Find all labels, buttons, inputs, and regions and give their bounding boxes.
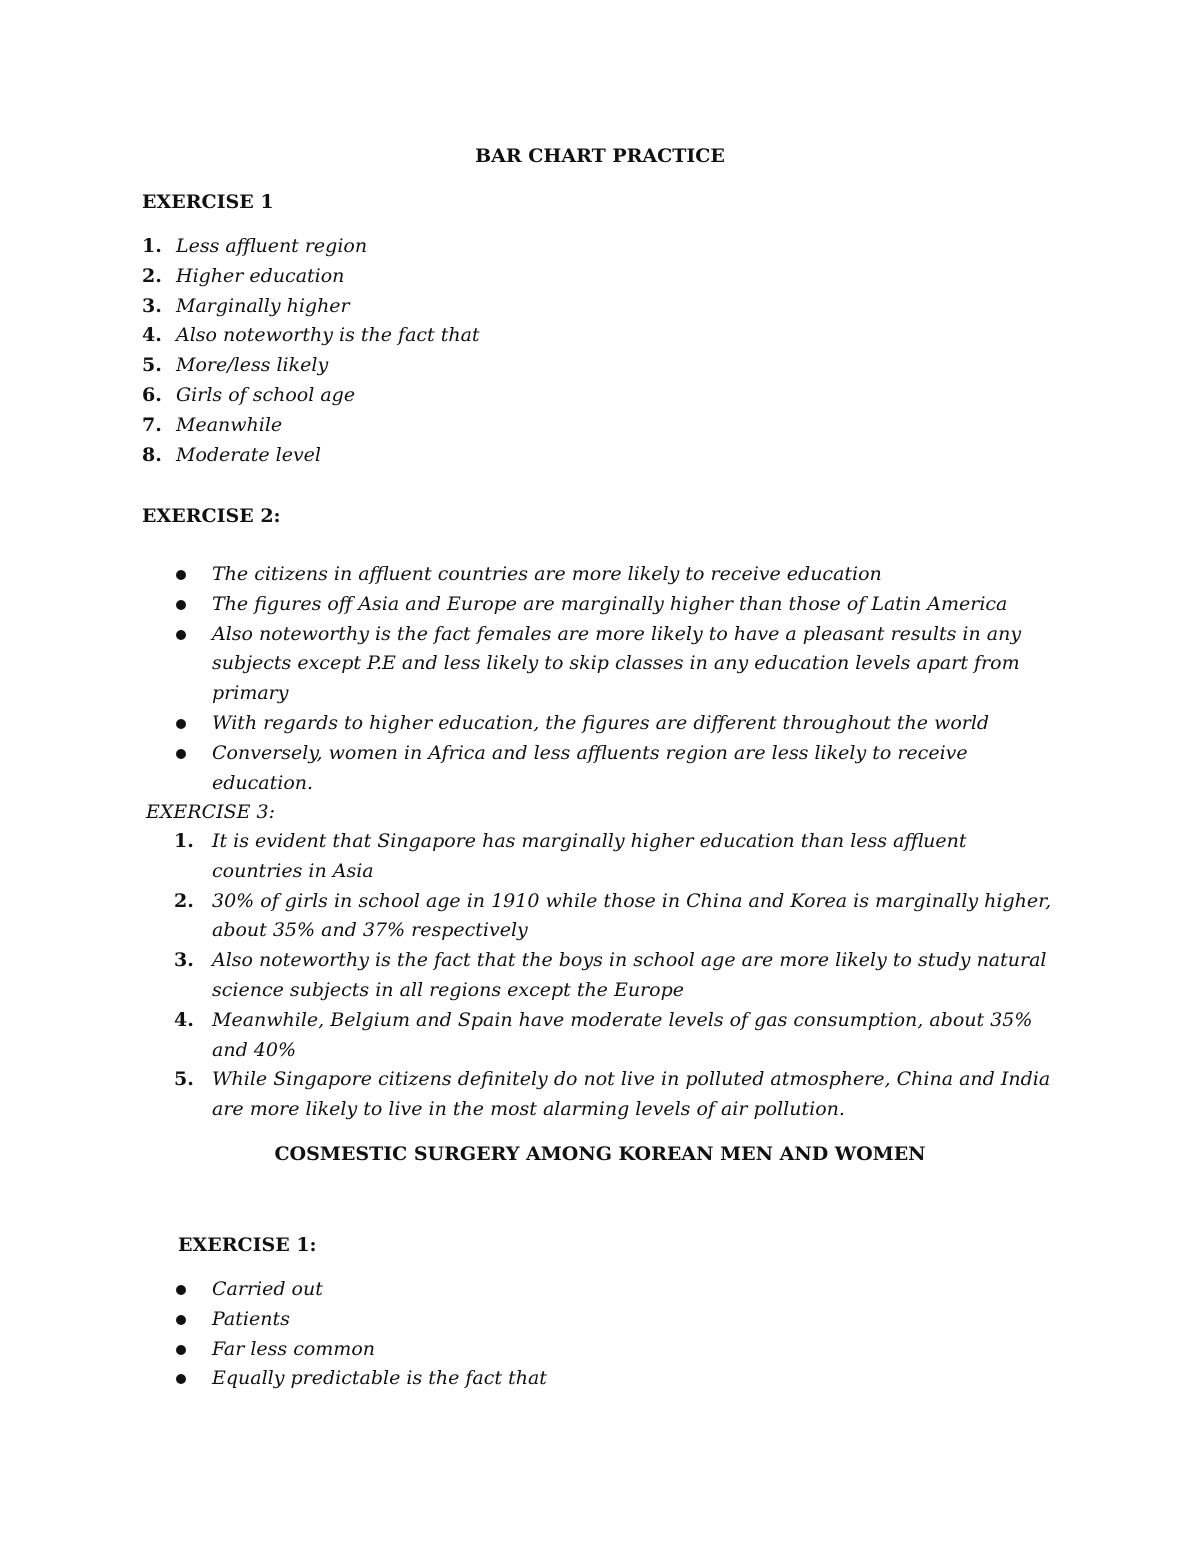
item-text: 30% of girls in school age in 1910 while those in China and Korea is marginally higher, about 35% and 37% respectively	[212, 889, 1052, 942]
list-item	[174, 887, 1054, 947]
item-number: 5.	[174, 1068, 194, 1091]
item-number: 4.	[142, 324, 162, 347]
exercise-1-list	[142, 232, 742, 470]
item-text: While Singapore citizens definitely do not live in polluted atmosphere, China and India are more likely to live in the most alarming levels of air pollution.	[212, 1068, 1051, 1121]
bullet-icon	[176, 749, 186, 759]
bullet-icon	[176, 570, 186, 580]
bullet-icon	[176, 719, 186, 729]
bullet-icon	[176, 630, 186, 640]
exercise-3-list	[174, 827, 1054, 1125]
list-item	[174, 1364, 874, 1394]
cosmetic-exercise-1-heading: EXERCISE 1:	[178, 1234, 317, 1256]
item-text: More/less likely	[176, 354, 329, 377]
list-item	[142, 232, 742, 262]
item-number: 1.	[174, 830, 194, 852]
item-number: 8.	[142, 443, 162, 466]
item-text: Meanwhile, Belgium and Spain have moderate levels of gas consumption, about 35% and 40%	[212, 1008, 1033, 1061]
list-item	[142, 321, 742, 351]
bullet-icon	[176, 1315, 186, 1325]
exercise-3-heading: EXERCISE 3:	[146, 801, 276, 823]
item-text: Marginally higher	[176, 294, 350, 317]
item-text: Meanwhile	[176, 413, 283, 436]
item-text: Also noteworthy is the fact that the boys in school age are more likely to study natural science subjects in all regions except the Europe	[212, 949, 1047, 1001]
exercise-2-list	[174, 560, 1034, 798]
item-text: The figures off Asia and Europe are marginally higher than those of Latin America	[212, 592, 1008, 615]
list-item	[174, 1335, 874, 1365]
bullet-icon	[176, 1285, 186, 1295]
bullet-icon	[176, 1345, 186, 1355]
list-item	[174, 1275, 874, 1305]
list-item	[174, 739, 1034, 799]
item-number: 5.	[142, 354, 162, 377]
list-item	[174, 560, 1034, 590]
list-item	[142, 351, 742, 381]
bullet-icon	[176, 600, 186, 610]
list-item	[142, 381, 742, 411]
list-item	[174, 1006, 1054, 1066]
item-text: Higher education	[176, 264, 345, 287]
item-text: Conversely, women in Africa and less affluents region are less likely to receive education.	[212, 741, 968, 794]
list-item	[174, 827, 1054, 887]
item-text: The citizens in affluent countries are more likely to receive education	[212, 563, 882, 585]
list-item	[174, 1305, 874, 1335]
page-title: BAR CHART PRACTICE	[475, 145, 725, 167]
list-item	[142, 411, 742, 441]
bullet-icon	[176, 1374, 186, 1384]
item-text: Carried out	[212, 1278, 323, 1300]
list-item	[142, 292, 742, 322]
exercise-1-heading: EXERCISE 1	[142, 191, 274, 213]
item-number: 2.	[174, 889, 194, 912]
item-text: Patients	[212, 1307, 290, 1330]
item-number: 3.	[142, 294, 162, 317]
item-number: 2.	[142, 264, 162, 287]
list-item	[174, 620, 1034, 709]
item-number: 7.	[142, 413, 162, 436]
cosmetic-exercise-1-list	[174, 1275, 874, 1394]
list-item	[174, 709, 1034, 739]
item-text: Equally predictable is the fact that	[212, 1367, 547, 1390]
item-text: Less affluent region	[176, 235, 368, 257]
section-subtitle: COSMESTIC SURGERY AMONG KOREAN MEN AND WOMEN	[274, 1143, 926, 1165]
item-number: 4.	[174, 1008, 194, 1031]
item-text: Girls of school age	[176, 383, 356, 406]
list-item	[142, 441, 742, 471]
item-number: 3.	[174, 949, 194, 972]
item-number: 6.	[142, 383, 162, 406]
item-text: With regards to higher education, the figures are different throughout the world	[212, 711, 990, 734]
item-text: Far less common	[212, 1337, 375, 1360]
item-number: 1.	[142, 235, 162, 257]
item-text: Also noteworthy is the fact that	[176, 324, 480, 347]
list-item	[174, 1065, 1054, 1125]
list-item	[142, 262, 742, 292]
exercise-2-heading: EXERCISE 2:	[142, 505, 281, 527]
item-text: Also noteworthy is the fact females are more likely to have a pleasant results in any subjects except P.E and less likely to skip classes in any education levels apart from primary	[212, 622, 1022, 705]
item-text: It is evident that Singapore has marginally higher education than less affluent countries in Asia	[212, 830, 967, 882]
item-text: Moderate level	[176, 443, 322, 466]
list-item	[174, 946, 1054, 1006]
list-item	[174, 590, 1034, 620]
